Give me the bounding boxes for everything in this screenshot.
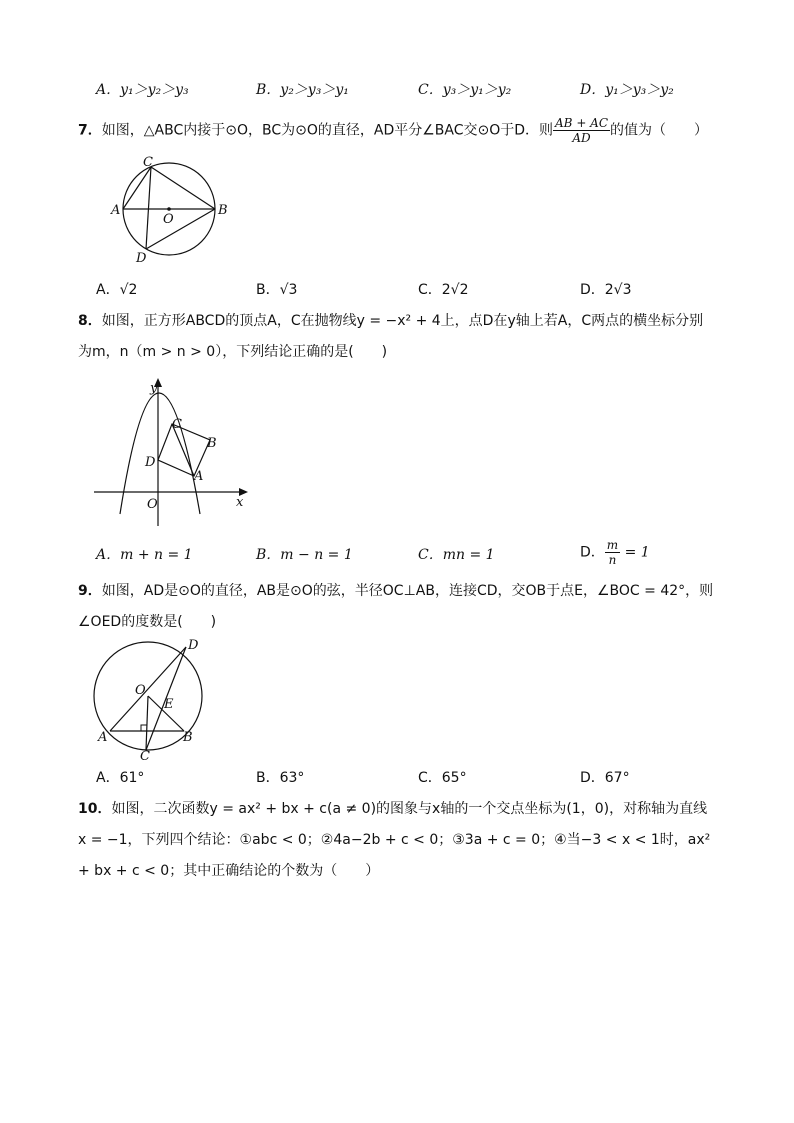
q8-number: 8． [78, 313, 102, 329]
q6-option-c[interactable]: C．y₃＞y₁＞y₂ [418, 82, 512, 98]
q8-text-1: 如图，正方形ABCD的顶点A，C在抛物线y = −x² + 4上，点D在y轴上若A，C两点的横坐标分别 [101, 313, 704, 329]
q8-figure [90, 372, 256, 528]
q9-diameter-ad [110, 647, 186, 731]
q9-option-b[interactable]: B．63° [256, 770, 305, 786]
q9-figure [88, 636, 208, 762]
q10-stem-line2: x = −1，下列四个结论：①abc < 0；②4a−2b + c < 0；③3a + c = 0；④当−3 < x < 1时，ax² [78, 832, 711, 848]
q7-label-d: D [136, 251, 147, 266]
q7-segment-cb [151, 167, 215, 209]
q8-option-d[interactable] [580, 538, 650, 567]
q8-label-y: y [150, 381, 158, 396]
q7-option-b[interactable]: B．√3 [256, 282, 298, 298]
q9-label-b: B [183, 730, 193, 745]
q7-segment-ca [123, 167, 151, 209]
q7-segment-cd [146, 167, 151, 249]
q8-option-b[interactable]: B．m − n = 1 [256, 547, 353, 563]
q9-radius-oc [146, 696, 148, 750]
q9-option-a[interactable]: A．61° [96, 770, 145, 786]
q7-label-c: C [143, 155, 153, 170]
q10-stem-line1 [78, 799, 707, 819]
q7-number: 7． [78, 122, 102, 139]
q9-stem-line1 [78, 581, 713, 601]
q7-tail: 的值为（ ） [610, 122, 709, 139]
q9-label-o: O [135, 683, 146, 698]
q8-stem-line2: 为m，n（m > n > 0），下列结论正确的是( ) [78, 344, 388, 360]
q9-right-angle-mark [141, 725, 147, 731]
q10-text-1: 如图，二次函数y = ax² + bx + c(a ≠ 0)的图象与x轴的一个交点坐标为(1，0)，对称轴为直线 [111, 801, 708, 817]
q7-option-a[interactable]: A．√2 [96, 282, 138, 298]
q7-label-a: A [111, 203, 121, 218]
q8-option-a[interactable]: A．m + n = 1 [96, 547, 193, 563]
q8-label-c: C [172, 417, 182, 432]
q7-text: 如图，△ABC内接于⊙O，BC为⊙O的直径，AD平分∠BAC交⊙O于D．则 [101, 122, 554, 139]
q8-label-o: O [147, 497, 158, 512]
q6-option-a[interactable]: A．y₁＞y₂＞y₃ [96, 82, 189, 98]
q7-frac-num: AB + AC [555, 116, 609, 130]
q7-label-b: B [218, 203, 228, 218]
q7-segment-db [146, 209, 215, 249]
q10-number: 10． [78, 801, 112, 817]
q7-label-o: O [163, 212, 174, 227]
q8-option-d-tail: = 1 [620, 544, 650, 561]
q9-label-a: A [98, 730, 108, 745]
q9-option-d[interactable]: D．67° [580, 770, 630, 786]
q8-label-b: B [207, 436, 217, 451]
q7-stem [78, 116, 708, 145]
q7-option-c[interactable]: C．2√2 [418, 282, 469, 298]
q8-option-d-num: m [606, 538, 619, 552]
q7-fraction [553, 116, 610, 145]
q9-text-1: 如图，AD是⊙O的直径，AB是⊙O的弦，半径OC⊥AB，连接CD，交OB于点E，∠BOC = 42°，则 [101, 583, 714, 599]
q9-label-d: D [188, 638, 199, 653]
q9-label-c: C [140, 749, 150, 762]
q6-option-d[interactable]: D．y₁＞y₃＞y₂ [580, 82, 674, 98]
q10-stem-line3: + bx + c < 0；其中正确结论的个数为（ ） [78, 863, 380, 879]
q8-label-x: x [236, 495, 244, 510]
q7-center-dot [167, 207, 171, 211]
q7-figure [108, 152, 238, 266]
q8-option-d-den: n [608, 553, 617, 567]
q9-stem-line2: ∠OED的度数是( ) [78, 614, 217, 630]
q9-label-e: E [164, 697, 174, 712]
q7-frac-den: AD [572, 131, 591, 145]
q9-option-c[interactable]: C．65° [418, 770, 467, 786]
q8-label-a: A [194, 469, 204, 484]
q9-number: 9． [78, 583, 102, 599]
q8-option-c[interactable]: C．mn = 1 [418, 547, 495, 563]
q8-label-d: D [145, 455, 156, 470]
q8-stem-line1 [78, 311, 703, 331]
q8-option-d-frac [605, 538, 620, 567]
q7-option-d[interactable]: D．2√3 [580, 282, 632, 298]
q6-option-b[interactable]: B．y₂＞y₃＞y₁ [256, 82, 349, 98]
q8-option-d-prefix: D． [580, 544, 605, 561]
